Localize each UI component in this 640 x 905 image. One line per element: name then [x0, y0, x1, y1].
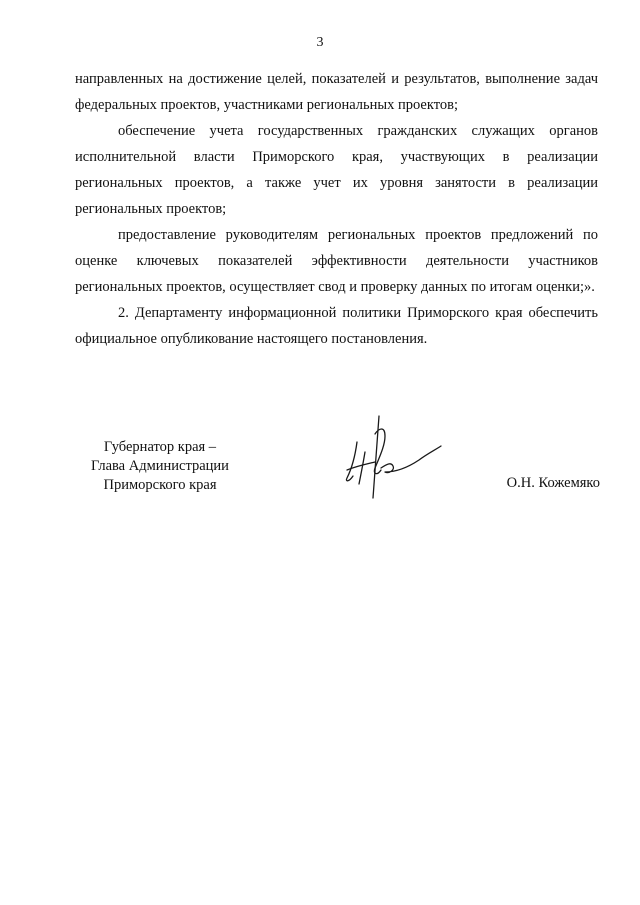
signer-name: О.Н. Кожемяко: [506, 475, 600, 491]
signatory-title: [60, 438, 260, 495]
signatory-title-line: Приморского края: [103, 477, 217, 493]
paragraph-performance-evaluation: предоставление руководителям региональных проектов предложений по оценке ключевых показателей эффективности деятельности участников региональных проектов, осуществляет свод и проверку данных по итогам оценки;».: [75, 227, 598, 295]
paragraph-staff-accounting: обеспечение учета государственных гражданских служащих органов исполнительной власти Приморского края, участвующих в реализации региональных проектов, а также учет их уровня занятости в реализации региональных проектов;: [75, 123, 598, 217]
page-number: 3: [316, 35, 324, 50]
paragraph-continuation: направленных на достижение целей, показателей и результатов, выполнение задач федеральных проектов, участниками региональных проектов;: [75, 71, 598, 113]
signatory-title-line: Глава Администрации: [91, 458, 229, 474]
signatory-title-line: Губернатор края –: [103, 439, 217, 455]
document-body: [75, 66, 598, 352]
paragraph-publication-order: 2. Департаменту информационной политики Приморского края обеспечить официальное опубликование настоящего постановления.: [75, 305, 598, 347]
handwritten-signature: [335, 412, 445, 502]
